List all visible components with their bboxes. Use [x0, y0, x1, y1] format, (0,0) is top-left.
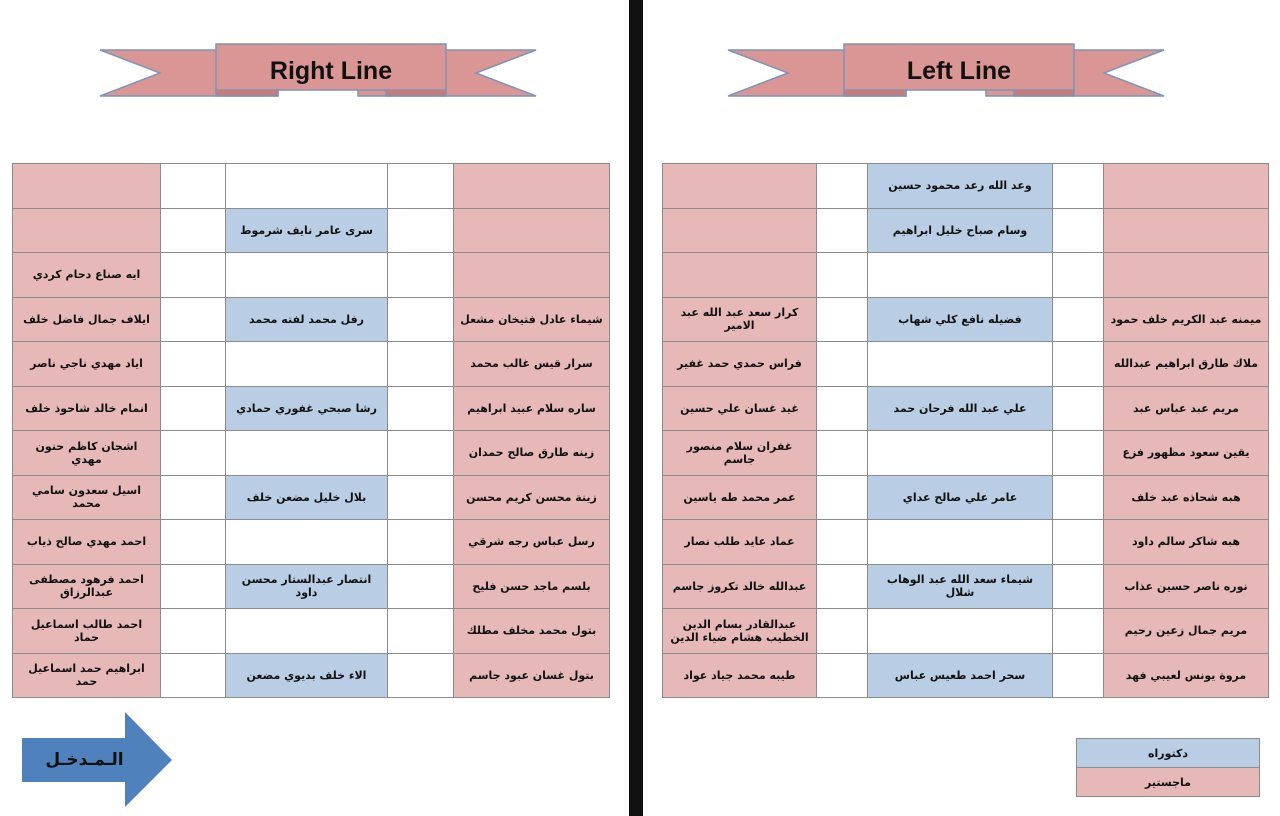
table-cell — [1053, 297, 1104, 342]
table-cell — [1104, 253, 1269, 298]
table-cell — [388, 253, 454, 298]
table-cell — [1053, 342, 1104, 387]
table-cell — [226, 609, 388, 654]
table-row — [13, 520, 610, 565]
table-row — [13, 297, 610, 342]
table-row — [13, 253, 610, 298]
table-cell — [161, 520, 226, 565]
table-row — [13, 609, 610, 654]
table-cell: فضيله نافع كلي شهاب — [868, 297, 1053, 342]
table-cell — [817, 475, 868, 520]
table-cell: غفران سلام منصور جاسم — [663, 431, 817, 476]
table-cell: طيبه محمد جياد عواد — [663, 653, 817, 698]
table-cell — [161, 431, 226, 476]
table-cell — [817, 386, 868, 431]
table-cell — [817, 208, 868, 253]
table-row — [13, 208, 610, 253]
table-cell: ميمنه عبد الكريم خلف حمود — [1104, 297, 1269, 342]
table-cell — [1104, 164, 1269, 209]
table-cell — [817, 609, 868, 654]
table-row — [663, 342, 1269, 387]
table-row — [13, 342, 610, 387]
table-cell — [388, 164, 454, 209]
table-row — [663, 653, 1269, 698]
table-cell: ملاك طارق ابراهيم عبدالله — [1104, 342, 1269, 387]
table-cell: هبه شحاذه عبد خلف — [1104, 475, 1269, 520]
table-cell — [868, 342, 1053, 387]
table-cell: عامر علي صالح عداي — [868, 475, 1053, 520]
table-row — [663, 475, 1269, 520]
table-row — [13, 475, 610, 520]
table-cell — [161, 342, 226, 387]
table-cell: ايلاف جمال فاضل خلف — [13, 297, 161, 342]
table-cell: رشا صبحي غفوري حمادي — [226, 386, 388, 431]
table-cell — [868, 431, 1053, 476]
left-line-banner — [726, 36, 1166, 106]
table-cell — [868, 520, 1053, 565]
table-cell: وسام صباح خليل ابراهيم — [868, 208, 1053, 253]
table-cell: اشجان كاظم حنون مهدي — [13, 431, 161, 476]
table-cell — [1053, 431, 1104, 476]
table-cell: نوره ناصر حسين عذاب — [1104, 564, 1269, 609]
table-cell — [161, 164, 226, 209]
table-cell — [663, 208, 817, 253]
table-cell — [1053, 520, 1104, 565]
table-cell: يقين سعود مظهور فزع — [1104, 431, 1269, 476]
table-cell — [226, 520, 388, 565]
table-cell — [1104, 208, 1269, 253]
table-cell — [161, 253, 226, 298]
table-cell: زينه طارق صالح حمدان — [454, 431, 610, 476]
table-cell — [817, 431, 868, 476]
table-cell — [161, 475, 226, 520]
table-cell — [161, 386, 226, 431]
table-row — [663, 297, 1269, 342]
legend-doctorate: دكتوراه — [1077, 739, 1260, 768]
table-cell: فراس حمدي حمد غفير — [663, 342, 817, 387]
table-cell — [1053, 164, 1104, 209]
table-cell — [817, 342, 868, 387]
table-cell — [388, 342, 454, 387]
table-row — [13, 653, 610, 698]
left-line-title: Left Line — [906, 57, 1012, 85]
right-line-title: Right Line — [269, 57, 393, 85]
table-cell: رسل عباس رجه شرقي — [454, 520, 610, 565]
table-cell: بتول محمد مخلف مطلك — [454, 609, 610, 654]
table-cell: انتصار عبدالستار محسن داود — [226, 564, 388, 609]
table-cell — [161, 297, 226, 342]
table-cell: مريم جمال زعين رحيم — [1104, 609, 1269, 654]
table-cell — [817, 164, 868, 209]
table-cell: زينة محسن كريم محسن — [454, 475, 610, 520]
table-cell: سحر احمد طعيس عباس — [868, 653, 1053, 698]
table-cell — [161, 653, 226, 698]
table-cell: ايه صناع دحام كردي — [13, 253, 161, 298]
table-cell — [1053, 208, 1104, 253]
table-cell — [388, 297, 454, 342]
table-cell — [817, 653, 868, 698]
table-row — [663, 564, 1269, 609]
table-cell — [13, 164, 161, 209]
table-cell: ساره سلام عبيد ابراهيم — [454, 386, 610, 431]
table-cell — [226, 431, 388, 476]
table-cell: بلسم ماجد حسن فليح — [454, 564, 610, 609]
table-cell: اياد مهدي ناجي ناصر — [13, 342, 161, 387]
table-cell — [817, 564, 868, 609]
table-cell — [454, 253, 610, 298]
table-cell — [161, 208, 226, 253]
table-cell: احمد فرهود مصطفى عبدالرزاق — [13, 564, 161, 609]
table-cell: وعد الله رعد محمود حسين — [868, 164, 1053, 209]
table-cell — [388, 609, 454, 654]
table-cell — [388, 475, 454, 520]
table-cell — [454, 208, 610, 253]
table-cell — [1053, 386, 1104, 431]
table-row — [663, 386, 1269, 431]
table-cell: ابراهيم حمد اسماعيل حمد — [13, 653, 161, 698]
table-cell — [1053, 564, 1104, 609]
table-cell: عمر محمد طه ياسين — [663, 475, 817, 520]
table-cell: احمد طالب اسماعيل حماد — [13, 609, 161, 654]
table-cell: غيد غسان علي حسين — [663, 386, 817, 431]
table-cell — [1053, 475, 1104, 520]
table-cell — [388, 208, 454, 253]
table-cell: رفل محمد لفته محمد — [226, 297, 388, 342]
table-cell: علي عبد الله فرحان حمد — [868, 386, 1053, 431]
right-line-banner — [98, 36, 538, 106]
table-cell: بتول غسان عبود جاسم — [454, 653, 610, 698]
table-cell — [226, 342, 388, 387]
table-row — [663, 208, 1269, 253]
table-row — [663, 164, 1269, 209]
table-row — [663, 253, 1269, 298]
table-cell: شيماء عادل فتيخان مشعل — [454, 297, 610, 342]
table-row — [13, 431, 610, 476]
table-row — [13, 564, 610, 609]
table-cell — [226, 253, 388, 298]
table-cell — [161, 609, 226, 654]
entrance-label: الـمـدخـل — [45, 750, 124, 770]
table-cell — [1053, 653, 1104, 698]
table-cell: بلال خليل مضعن خلف — [226, 475, 388, 520]
legend-masters: ماجستير — [1077, 768, 1260, 797]
table-cell: كرار سعد عبد الله عبد الامير — [663, 297, 817, 342]
table-row — [663, 431, 1269, 476]
legend — [1076, 738, 1260, 797]
table-cell: عبدالقادر بسام الدين الخطيب هشام ضياء الدين — [663, 609, 817, 654]
table-cell: عماد عايد طلب نصار — [663, 520, 817, 565]
table-cell — [388, 386, 454, 431]
table-row — [663, 520, 1269, 565]
table-cell — [1053, 253, 1104, 298]
table-cell: عبدالله خالد تكروز جاسم — [663, 564, 817, 609]
table-cell: مريم عبد عباس عبد — [1104, 386, 1269, 431]
table-cell: اسيل سعدون سامي محمد — [13, 475, 161, 520]
table-cell — [226, 164, 388, 209]
table-cell — [388, 520, 454, 565]
table-cell — [868, 253, 1053, 298]
table-cell: احمد مهدي صالح ذياب — [13, 520, 161, 565]
table-cell — [388, 564, 454, 609]
table-cell — [817, 520, 868, 565]
table-cell — [663, 253, 817, 298]
right-line-table — [12, 163, 610, 698]
table-cell — [817, 297, 868, 342]
table-cell — [13, 208, 161, 253]
table-cell — [388, 653, 454, 698]
left-line-table — [662, 163, 1269, 698]
table-cell: شيماء سعد الله عبد الوهاب شلال — [868, 564, 1053, 609]
table-cell: انمام خالد شاحوذ خلف — [13, 386, 161, 431]
table-cell: سرار قيس غالب محمد — [454, 342, 610, 387]
table-cell: مروة يونس لعيبي فهد — [1104, 653, 1269, 698]
table-cell — [161, 564, 226, 609]
table-row — [13, 164, 610, 209]
table-cell — [817, 253, 868, 298]
table-cell — [868, 609, 1053, 654]
table-cell — [1053, 609, 1104, 654]
table-row — [13, 386, 610, 431]
table-cell — [454, 164, 610, 209]
table-row — [663, 609, 1269, 654]
table-cell: سرى عامر نايف شرموط — [226, 208, 388, 253]
table-cell — [663, 164, 817, 209]
table-cell: هبه شاكر سالم داود — [1104, 520, 1269, 565]
table-cell — [388, 431, 454, 476]
table-cell: الاء خلف بديوي مضعن — [226, 653, 388, 698]
center-divider — [629, 0, 643, 816]
